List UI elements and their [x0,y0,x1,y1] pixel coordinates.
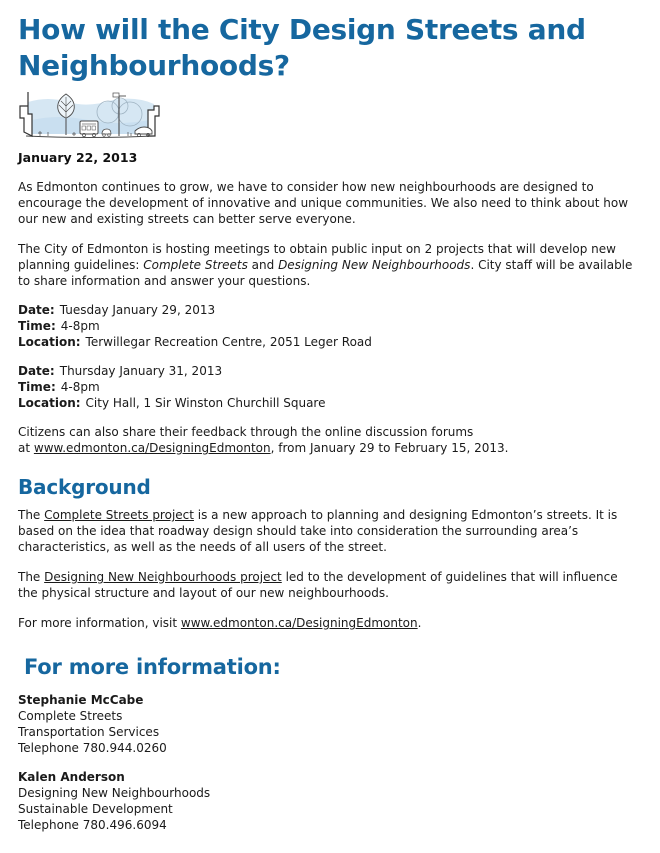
contact-name: Stephanie McCabe [18,693,144,707]
date-label: Date: [18,364,55,378]
bg-p3-before: For more information, visit [18,616,181,630]
bg-p1-after: is a new approach to planning and designing Edmonton’s streets. It is based on the idea that roadway design should take into consideration the surrounding area’s characteristics, as well as the needs of all users of the street. [18,508,618,554]
date-value: Tuesday January 29, 2013 [59,303,216,317]
intro-p2-after: . City staff will be available to share information and answer your questions. [18,258,633,288]
location-value: City Hall, 1 Sir Winston Churchill Square [85,396,326,410]
designing-edmonton-link-2[interactable]: www.edmonton.ca/DesigningEdmonton [180,616,418,630]
bg-p2-before: The [18,570,45,584]
location-label: Location: [18,396,81,410]
meeting-time-row [18,318,638,334]
contact-department: Transportation Services [18,725,160,739]
page-title: How will the City Design Streets and Neighbourhoods? [18,13,586,82]
background-paragraph-1 [18,507,638,555]
intro-paragraph-2 [18,241,638,289]
contact-project: Designing New Neighbourhoods [18,786,211,800]
time-value: 4-8pm [60,380,100,394]
location-label: Location: [18,335,81,349]
contact-phone: Telephone 780.496.6094 [18,818,167,832]
feedback-line-2-before: at [18,441,34,455]
location-value: Terwillegar Recreation Centre, 2051 Leger Road [85,335,372,349]
contact-phone: Telephone 780.944.0260 [18,741,167,755]
meeting-time-row [18,379,638,395]
feedback-line-2-after: , from January 29 to February 15, 2013. [270,441,509,455]
time-label: Time: [18,380,56,394]
background-paragraph-3 [18,615,638,631]
bg-p2-after: led to the development of guidelines that will influence the physical structure and layout of our new neighbourhoods. [18,570,618,600]
contact-name: Kalen Anderson [18,770,125,784]
background-paragraph-2 [18,569,638,601]
background-heading: Background [18,475,151,499]
meeting-date-row [18,302,638,318]
feedback-line-1: Citizens can also share their feedback through the online discussion forums [18,425,474,439]
bg-p3-after: . [417,616,422,630]
feedback-paragraph [18,424,638,456]
meeting-block-1 [18,302,638,350]
intro-p2-text: The City of Edmonton is hosting meetings to obtain public input on 2 projects that will develop new planning guidelines: [18,242,616,272]
contact-department: Sustainable Development [18,802,173,816]
more-info-heading: For more information: [24,655,281,679]
contact-card-1 [18,692,638,756]
designing-new-neighbourhoods-italic: Designing New Neighbourhoods [278,258,471,272]
time-value: 4-8pm [60,319,100,333]
date-value: Thursday January 31, 2013 [59,364,223,378]
meeting-date-row [18,363,638,379]
street-sketch-image [18,90,161,145]
meeting-block-2 [18,363,638,411]
publish-date: January 22, 2013 [18,150,138,165]
contact-project: Complete Streets [18,709,123,723]
meeting-location-row [18,334,638,350]
designing-edmonton-link[interactable]: www.edmonton.ca/DesigningEdmonton [33,441,271,455]
complete-streets-project-link[interactable]: Complete Streets project [44,508,194,522]
meeting-location-row [18,395,638,411]
contact-card-2 [18,769,638,833]
intro-p2-and: and [247,258,279,272]
time-label: Time: [18,319,56,333]
date-label: Date: [18,303,55,317]
bg-p1-before: The [18,508,45,522]
intro-paragraph-1: As Edmonton continues to grow, we have to consider how new neighbourhoods are designed to encourage the development of innovative and unique communities. We also need to think about how our new and existing streets can better serve everyone. [18,180,629,226]
designing-new-neighbourhoods-project-link[interactable]: Designing New Neighbourhoods project [44,570,282,584]
complete-streets-italic: Complete Streets [143,258,248,272]
